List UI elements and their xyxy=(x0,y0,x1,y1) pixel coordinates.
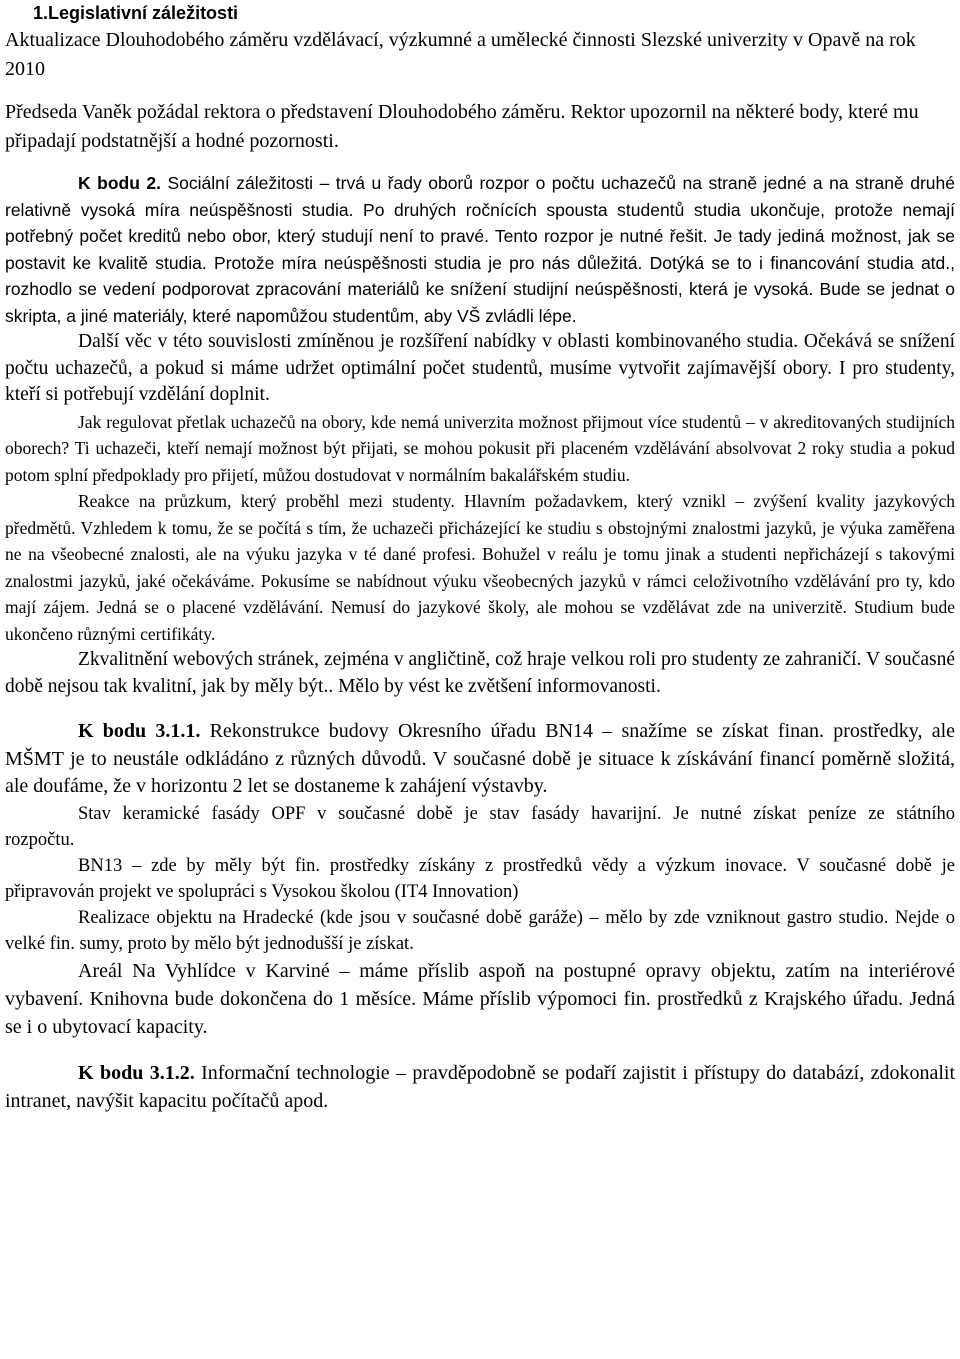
spacer xyxy=(5,156,955,170)
bod2-paragraph-5: Zkvalitnění webových stránek, zejména v angličtině, což hraje velkou roli pro studenty ze zahraničí. V současné době nejsou tak kvalitní, jak by měly být.. Mělo by vést ke zvětšení informovanosti. xyxy=(5,649,955,697)
spacer xyxy=(5,84,955,98)
bod311-paragraph-2: Stav keramické fasády OPF v současné době je stav fasády havarijní. Je nutné získat peníze ze státního rozpočtu. xyxy=(5,803,955,850)
bod311-text-1: Rekonstrukce budovy Okresního úřadu BN14 – snažíme se získat finan. prostředky, ale MŠMT je to neustále odkládáno z různých důvodů. V současné době je situace k získávání financí poměrně složitá, ale doufáme, že v horizontu 2 let se dostaneme k zahájení výstavby. xyxy=(5,720,956,797)
section-number: 1. xyxy=(33,3,49,23)
section-subtitle: Aktualizace Dlouhodobého záměru vzdělávací, výzkumné a umělecké činnosti Slezské univerzity v Opavě na rok 2010 xyxy=(5,29,916,80)
bod312-label: K bodu 3.1.2. xyxy=(78,1061,195,1084)
bod312-text-1: Informační technologie – pravděpodobně se podaří zajistit i přístupy do databází, zdokonalit intranet, navýšit kapacitu počítačů apod. xyxy=(5,1061,956,1112)
bod311-paragraph-1 xyxy=(5,718,955,801)
bod311-label: K bodu 3.1.1. xyxy=(78,720,201,742)
bod311-section xyxy=(5,718,955,1041)
bod2-section xyxy=(5,170,955,700)
bod312-paragraph-1 xyxy=(5,1059,955,1115)
bod312-section xyxy=(5,1059,955,1115)
spacer xyxy=(5,1041,955,1059)
bod2-paragraph-3: Jak regulovat přetlak uchazečů na obory, kde nemá univerzita možnost přijmout více studentů – v akreditovaných studijních oborech? Ti uchazeči, kteří nemají možnost být přijati, se mohou pokusit při placeném vzdělávání absolvovat 2 roky studia a pokud potom splní předpoklady pro přijetí, můžou dostudovat v normálním bakalářském studiu. xyxy=(5,411,955,485)
bod2-paragraph-4: Reakce na průzkum, který proběhl mezi studenty. Hlavním požadavkem, který vznikl – zvýšení kvality jazykových předmětů. Vzhledem k tomu, že se počítá s tím, že uchazeči přicházející ke studiu s obstojnými znalostmi jazyků, je výuka zaměřena ne na všeobecné znalosti, ale na výuku jazyka v té dané profesi. Bohužel v reálu je tomu jinak a studenti nepřicházejí s takovými znalostmi jazyků, jaké očekáváme. Pokusíme se nabídnout výuku všeobecných jazyků v rámci celoživotního vzdělávání pro ty, kdo mají zájem. Jedná se o placené vzdělávání. Nemusí do jazykové školy, ale mohou se vzdělávat zde na univerzitě. Studium bude ukončeno různými certifikáty. xyxy=(5,491,955,644)
spacer xyxy=(5,700,955,718)
bod311-paragraph-3: BN13 – zde by měly být fin. prostředky získány z prostředků vědy a výzkum inovace. V současné době je připravován projekt ve spolupráci s Vysokou školou (IT4 Innovation) xyxy=(5,855,955,902)
bod2-label: K bodu 2. xyxy=(78,173,161,193)
bod311-paragraph-4: Realizace objektu na Hradecké (kde jsou v současné době garáže) – mělo by zde vzniknout gastro studio. Nejde o velké fin. sumy, proto by mělo být jednodušší je získat. xyxy=(5,907,955,954)
bod2-paragraph-1 xyxy=(5,170,955,329)
section-title: Legislativní záležitosti xyxy=(48,3,239,23)
section-heading xyxy=(5,0,955,26)
bod311-paragraph-5: Areál Na Vyhlídce v Karviné – máme příslib aspoň na postupné opravy objektu, zatím na interiérové vybavení. Knihovna bude dokončena do 1 měsíce. Máme příslib výpomoci fin. prostředků z Krajského úřadu. Jedná se i o ubytovací kapacity. xyxy=(5,959,955,1038)
bod2-paragraph-2: Další věc v této souvislosti zmíněnou je rozšíření nabídky v oblasti kombinovaného studia. Očekává se snížení počtu uchazečů, a pokud si máme udržet optimální počet studentů, musíme vytvořit zajímavější obory. I pro studenty, kteří si potřebují vzdělání doplnit. xyxy=(5,331,955,405)
intro-paragraph: Předseda Vaněk požádal rektora o představení Dlouhodobého záměru. Rektor upozornil na některé body, které mu připadají podstatnější a hodné pozornosti. xyxy=(5,101,919,152)
document-page xyxy=(5,0,955,1115)
bod2-text-1: Sociální záležitosti – trvá u řady oborů rozpor o počtu uchazečů na straně jedné a na straně druhé relativně vysoká míra neúspěšnosti studia. Po druhých ročnících spousta studentů studia ukončuje, protože nemají potřebný počet kreditů nebo obor, který studují není to pravé. Tento rozpor je nutné řešit. Je tady jediná možnost, jak se postavit ke kvalitě studia. Protože míra neúspěšnosti studia je pro nás důležitá. Dotýká se to i financování studia atd., rozhodlo se vedení podporovat zpracování materiálů ke snížení studijní neúspěšnosti, která je vysoká. Bude se jednat o skripta, a jiné materiály, které napomůžou studentům, aby VŠ zvládli lépe. xyxy=(5,173,955,326)
